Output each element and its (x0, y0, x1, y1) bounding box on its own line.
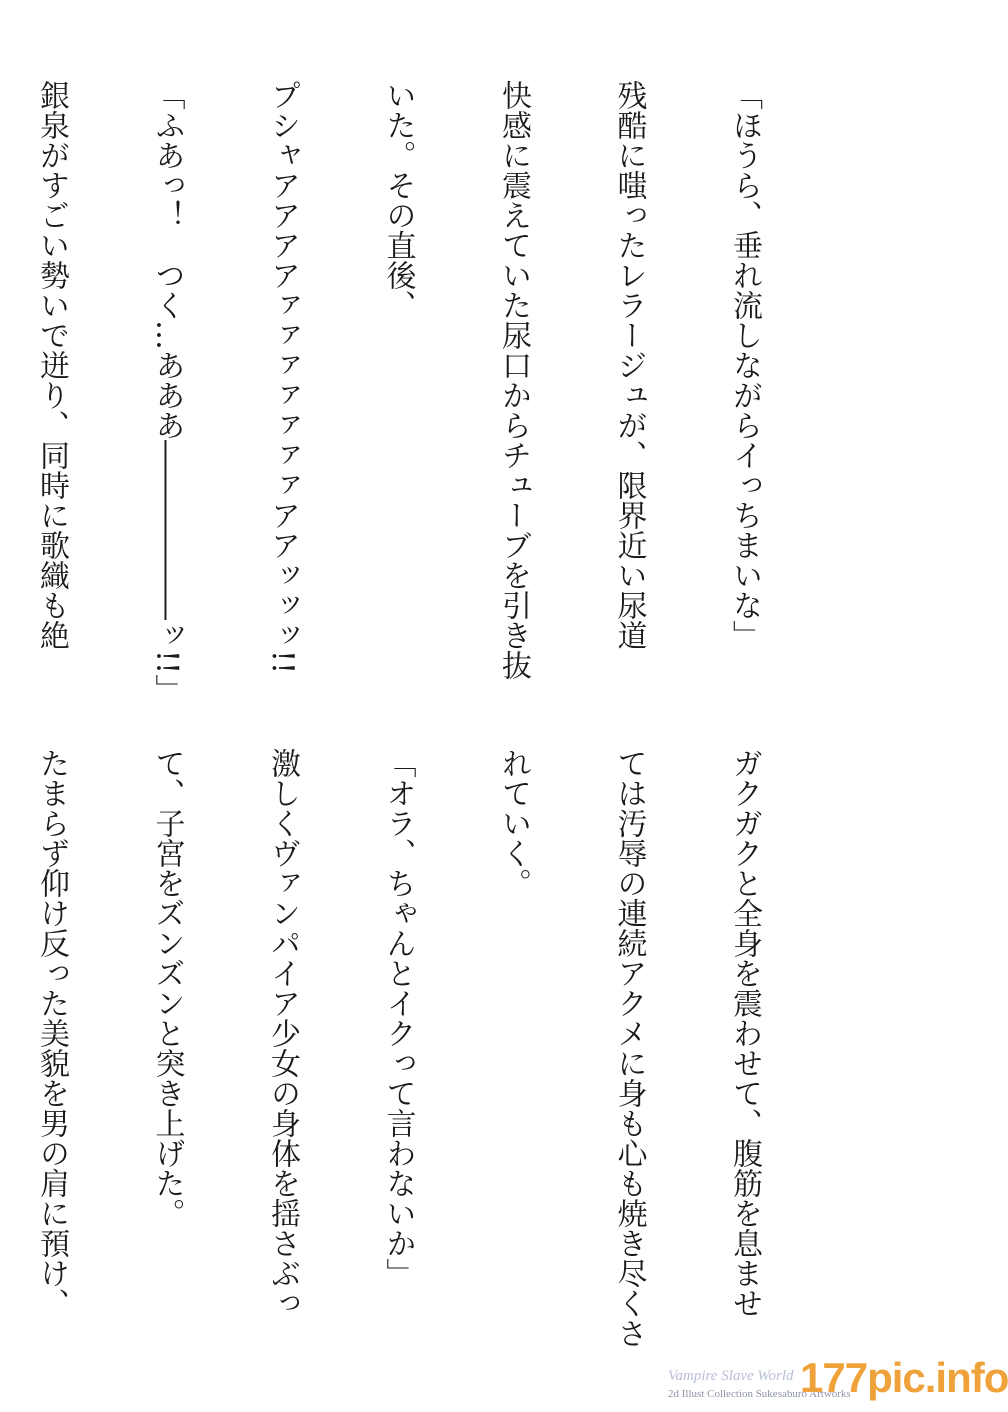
site-watermark: 177pic.info (800, 1354, 1008, 1401)
paragraph: 快感に震えていた尿口からチューブを引き抜 (496, 80, 531, 680)
paragraph: 残酷に嗤ったレラージュが、限界近い尿道 (611, 80, 647, 650)
paragraph: て、子宮をズンズンと突き上げた。 (149, 748, 185, 1228)
paragraph: たまらず仰け反った美貌を男の肩に預け、 (34, 748, 69, 1318)
paragraph: 「ふあっ！ つく…あああ――――――ッ!!」 (149, 80, 185, 705)
paragraph: ガクガクと全身を震わせて、腹筋を息ませ (727, 748, 762, 1318)
paragraph: 激しくヴァンパイア少女の身体を揺さぶっ (265, 748, 300, 1318)
paragraph: ては汚辱の連続アクメに身も心も焼き尽くさ (611, 748, 647, 1348)
paragraph: プシャアアアアァァァァァァァアアッッッ!! (265, 80, 300, 675)
paragraph: 「オラ、ちゃんとイクって言わないか」 (380, 748, 416, 1288)
paragraph: いた。その直後、 (380, 80, 416, 320)
footer-subtitle: 2d Illust Collection Sukesaburo Artworks (668, 1388, 851, 1400)
paragraph: 銀泉がすごい勢いで迸り、同時に歌織も絶 (34, 80, 69, 650)
footer-series-title: Vampire Slave World (668, 1368, 794, 1384)
paragraph: 「ほうら、垂れ流しながらイっちまいな」 (727, 80, 762, 650)
text-block-bottom (34, 748, 840, 1348)
paragraph: れていく。 (496, 748, 531, 898)
text-block-top (34, 80, 840, 705)
